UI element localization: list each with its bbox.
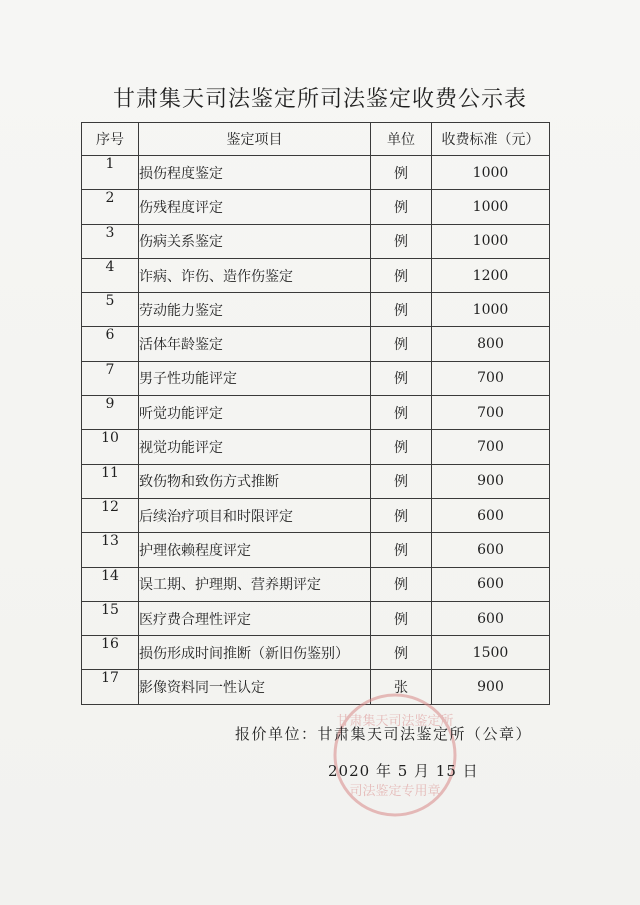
row-no: 1 [82,156,139,190]
row-fee: 700 [432,430,550,464]
row-unit: 例 [371,224,432,258]
row-item: 视觉功能评定 [139,430,371,464]
fee-table-body [82,156,550,705]
row-no: 7 [82,361,139,395]
row-fee: 1500 [432,636,550,670]
table-header-row [82,123,550,156]
row-no: 12 [82,498,139,532]
row-unit: 例 [371,396,432,430]
table-row [82,327,550,361]
row-unit: 例 [371,293,432,327]
row-no: 11 [82,464,139,498]
table-row [82,190,550,224]
row-no: 3 [82,224,139,258]
row-no: 4 [82,258,139,292]
row-item: 致伤物和致伤方式推断 [139,464,371,498]
table-row [82,258,550,292]
table-row [82,430,550,464]
row-item: 损伤程度鉴定 [139,156,371,190]
table-row [82,670,550,704]
row-unit: 例 [371,190,432,224]
table-row [82,567,550,601]
row-no: 17 [82,670,139,704]
row-unit: 例 [371,430,432,464]
seal-text: 甘肃集天司法鉴定所 [336,714,454,729]
row-fee: 700 [432,361,550,395]
row-item: 伤残程度评定 [139,190,371,224]
row-fee: 600 [432,567,550,601]
issue-date: 2020 年 5 月 15 日 [328,762,479,780]
row-fee: 1000 [432,156,550,190]
row-item: 损伤形成时间推断（新旧伤鉴别） [139,636,371,670]
table-row [82,464,550,498]
row-no: 16 [82,636,139,670]
row-item: 护理依赖程度评定 [139,533,371,567]
row-unit: 例 [371,601,432,635]
row-item: 影像资料同一性认定 [139,670,371,704]
row-no: 14 [82,567,139,601]
row-item: 后续治疗项目和时限评定 [139,498,371,532]
row-fee: 600 [432,533,550,567]
header-fee: 收费标准（元） [432,123,550,156]
row-fee: 900 [432,670,550,704]
row-fee: 1000 [432,293,550,327]
row-item: 男子性功能评定 [139,361,371,395]
row-fee: 1000 [432,224,550,258]
row-unit: 例 [371,567,432,601]
document-title: 甘肃集天司法鉴定所司法鉴定收费公示表 [112,87,527,112]
quoting-unit: 报价单位：甘肃集天司法鉴定所（公章） [235,725,533,743]
seal-subtext: 司法鉴定专用章 [349,784,441,799]
row-fee: 1000 [432,190,550,224]
row-item: 活体年龄鉴定 [139,327,371,361]
row-item: 听觉功能评定 [139,396,371,430]
table-row [82,498,550,532]
row-unit: 例 [371,327,432,361]
row-unit: 例 [371,464,432,498]
table-row [82,636,550,670]
row-fee: 800 [432,327,550,361]
table-row [82,224,550,258]
row-item: 劳动能力鉴定 [139,293,371,327]
table-row [82,601,550,635]
row-no: 9 [82,396,139,430]
row-unit: 例 [371,636,432,670]
table-row [82,293,550,327]
row-no: 6 [82,327,139,361]
row-fee: 1200 [432,258,550,292]
table-row [82,361,550,395]
row-unit: 例 [371,498,432,532]
table-row [82,156,550,190]
official-seal [330,690,460,820]
row-no: 2 [82,190,139,224]
row-unit: 张 [371,670,432,704]
header-item: 鉴定项目 [139,123,371,156]
row-unit: 例 [371,156,432,190]
row-item: 伤病关系鉴定 [139,224,371,258]
row-fee: 600 [432,498,550,532]
row-item: 医疗费合理性评定 [139,601,371,635]
row-unit: 例 [371,533,432,567]
row-unit: 例 [371,361,432,395]
row-fee: 700 [432,396,550,430]
row-item: 诈病、诈伤、造作伤鉴定 [139,258,371,292]
header-no: 序号 [82,123,139,156]
fee-table [81,122,550,705]
header-unit: 单位 [371,123,432,156]
table-row [82,533,550,567]
row-no: 13 [82,533,139,567]
row-unit: 例 [371,258,432,292]
row-no: 5 [82,293,139,327]
table-row [82,396,550,430]
row-fee: 600 [432,601,550,635]
row-item: 误工期、护理期、营养期评定 [139,567,371,601]
row-no: 10 [82,430,139,464]
row-fee: 900 [432,464,550,498]
row-no: 15 [82,601,139,635]
